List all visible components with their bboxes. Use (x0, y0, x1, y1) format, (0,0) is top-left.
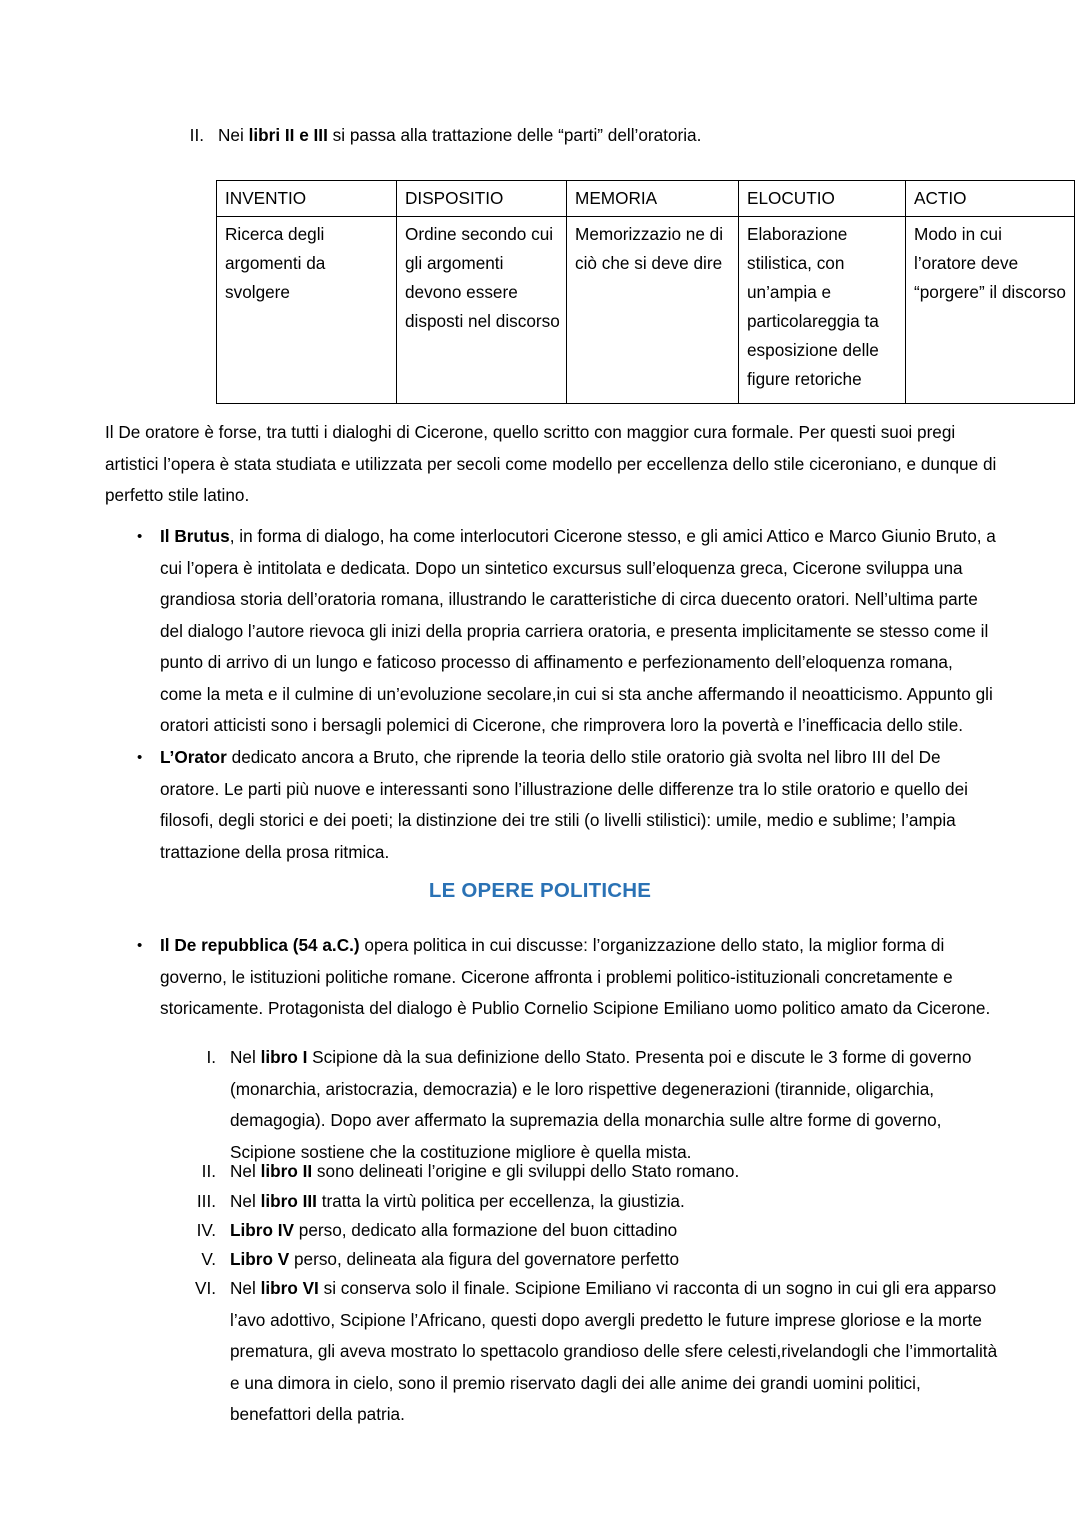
paragraph-de-oratore: Il De oratore è forse, tra tutti i dialoghi di Cicerone, quello scritto con maggior cura formale. Per questi suoi pregi artistici l’opera è stata studiata e utilizzata per secoli come modello per eccellenza dello stile ciceroniano, e dunque di perfetto stile latino. (105, 422, 997, 505)
list-marker: III. (196, 1191, 216, 1211)
list-item-libro-iv (160, 1215, 998, 1247)
list-item-text (160, 742, 998, 868)
list-marker: IV. (196, 1220, 216, 1240)
text-fragment: si conserva solo il finale. Scipione Emiliano vi racconta di un sogno in cui gli era apparso l’avo adottivo, Scipione l’Africano, questi dopo avergli predetto le future imprese gloriose e la morte prematura, gli aveva mostrato lo spettacolo grandioso delle sfere celesti,rivelandogli che l’immortalità e una dimora in cielo, sono il premio riservato dagli dei alle anime dei grandi uomini politici, benefattori della patria. (230, 1278, 998, 1424)
bullet-marker: • (137, 528, 143, 545)
text-fragment: Nei (218, 125, 249, 145)
list-marker: VI. (194, 1278, 216, 1298)
table-header-row (217, 181, 1075, 217)
list-item-libro-iii (160, 1186, 998, 1218)
table-header-cell: INVENTIO (217, 181, 397, 217)
table-header-cell: ACTIO (906, 181, 1075, 217)
list-item-text (230, 1156, 998, 1188)
text-fragment: opera politica in cui discusse: l’organizzazione dello stato, la miglior forma di governo, le istituzioni politiche romane. Cicerone affronta i problemi politico-istituzionali concretamente e storicamente. Protagonista del dialogo è Publio Cornelio Scipione Emiliano uomo politico amato da Cicerone. (160, 935, 991, 1018)
text-bold-fragment: libro II (260, 1161, 313, 1181)
bullet-marker: • (137, 937, 143, 954)
table-cell: Modo in cui l’oratore deve “porgere” il discorso (906, 217, 1075, 404)
table-header-cell: MEMORIA (567, 181, 739, 217)
list-marker: II. (189, 125, 204, 145)
text-fragment: si passa alla trattazione delle “parti” dell’oratoria. (327, 125, 702, 145)
text-bold-fragment: L’Orator (160, 747, 227, 767)
text-fragment: dedicato ancora a Bruto, che riprende la teoria dello stile oratorio già svolta nel libro III del De oratore. Le parti più nuove e interessanti sono l’illustrazione delle differenze tra lo stile oratorio e quello dei filosofi, degli storici e dei poeti; la distinzione dei tre stili (o livelli stilistici): umile, medio e sublime; l’ampia trattazione della prosa ritmica. (160, 747, 968, 862)
table-cell: Memorizzazio ne di ciò che si deve dire (567, 217, 739, 404)
text-fragment: , in forma di dialogo, ha come interlocutori Cicerone stesso, e gli amici Attico e Marco Giunio Bruto, a cui l’opera è intitolata e dedicata. Dopo un sintetico excursus sull’eloquenza greca, Cicerone sviluppa una grandiosa storia dell’oratoria romana, illustrando le caratteristiche di circa duecento oratori. Nell’ultima parte del dialogo l’autore rievoca gli inizi della propria carriera oratoria, e presenta implicitamente se stesso come il punto di arrivo di un lungo e faticoso processo di affinamento e perfezionamento dell’eloquenza romana, come la meta e il culmine di un’evoluzione secolare,in cui si sta anche affermando il neoatticismo. Appunto gli oratori atticisti sono i bersagli polemici di Cicerone, che rimprovera loro la povertà e l’inefficacia dello stile. (160, 526, 996, 735)
list-item-libro-v (160, 1244, 998, 1276)
list-item-text (230, 1215, 998, 1247)
list-item-libro-vi (160, 1273, 998, 1431)
list-item-text (160, 930, 998, 1025)
text-bold-fragment: Libro V (230, 1249, 290, 1269)
table-cell: Ricerca degli argomenti da svolgere (217, 217, 397, 404)
bullet-marker: • (137, 749, 143, 766)
list-item-text (230, 1186, 998, 1218)
list-item-text (218, 120, 1000, 152)
table-row (217, 217, 1075, 404)
text-bold-fragment: libro I (260, 1047, 308, 1067)
text-fragment: Scipione dà la sua definizione dello Stato. Presenta poi e discute le 3 forme di governo (monarchia, aristocrazia, democrazia) e le loro rispettive degenerazioni (tirannide, oligarchia, demagogia). Dopo aver affermato la supremazia della monarchia sulle altre forme di governo, Scipione sostiene che la costituzione migliore è quella mista. (230, 1047, 972, 1162)
list-item-brutus (105, 521, 998, 742)
table-header-cell: ELOCUTIO (739, 181, 906, 217)
list-item-orator (105, 742, 998, 868)
table-cell: Ordine secondo cui gli argomenti devono essere disposti nel discorso (397, 217, 567, 404)
list-item-text (230, 1042, 998, 1168)
list-item-text (160, 521, 998, 742)
text-bold-fragment: Il De repubblica (54 a.C.) (160, 935, 360, 955)
text-fragment: perso, dedicato alla formazione del buon cittadino (293, 1220, 678, 1240)
text-fragment: Nel (230, 1191, 261, 1211)
text-fragment: Nel (230, 1047, 261, 1067)
list-marker: II. (201, 1161, 216, 1181)
table-cell: Elaborazione stilistica, con un’ampia e particolareggia ta esposizione delle figure retoriche (739, 217, 906, 404)
list-item-de-repubblica (105, 930, 998, 1025)
list-marker: V. (201, 1249, 216, 1269)
section-heading-le-opere-politiche: LE OPERE POLITICHE (428, 879, 652, 902)
table-header-cell: DISPOSITIO (397, 181, 567, 217)
text-fragment: Nel (230, 1161, 261, 1181)
text-fragment: Nel (230, 1278, 261, 1298)
text-bold-fragment: libri II e III (248, 125, 328, 145)
list-item-text (230, 1244, 998, 1276)
text-fragment: tratta la virtù politica per eccellenza, la giustizia. (316, 1191, 685, 1211)
oratory-parts-table (216, 180, 1075, 404)
text-bold-fragment: Il Brutus (160, 526, 230, 546)
text-bold-fragment: libro VI (260, 1278, 319, 1298)
text-bold-fragment: libro III (260, 1191, 317, 1211)
text-fragment: perso, delineata ala figura del governatore perfetto (289, 1249, 680, 1269)
list-item-libro-ii (160, 1156, 998, 1188)
list-item-roman-ii (108, 120, 1000, 152)
list-marker: I. (206, 1047, 216, 1067)
text-fragment: sono delineati l’origine e gli sviluppi dello Stato romano. (312, 1161, 740, 1181)
text-bold-fragment: Libro IV (230, 1220, 294, 1240)
list-item-text (230, 1273, 998, 1431)
list-item-libro-i (160, 1042, 998, 1168)
